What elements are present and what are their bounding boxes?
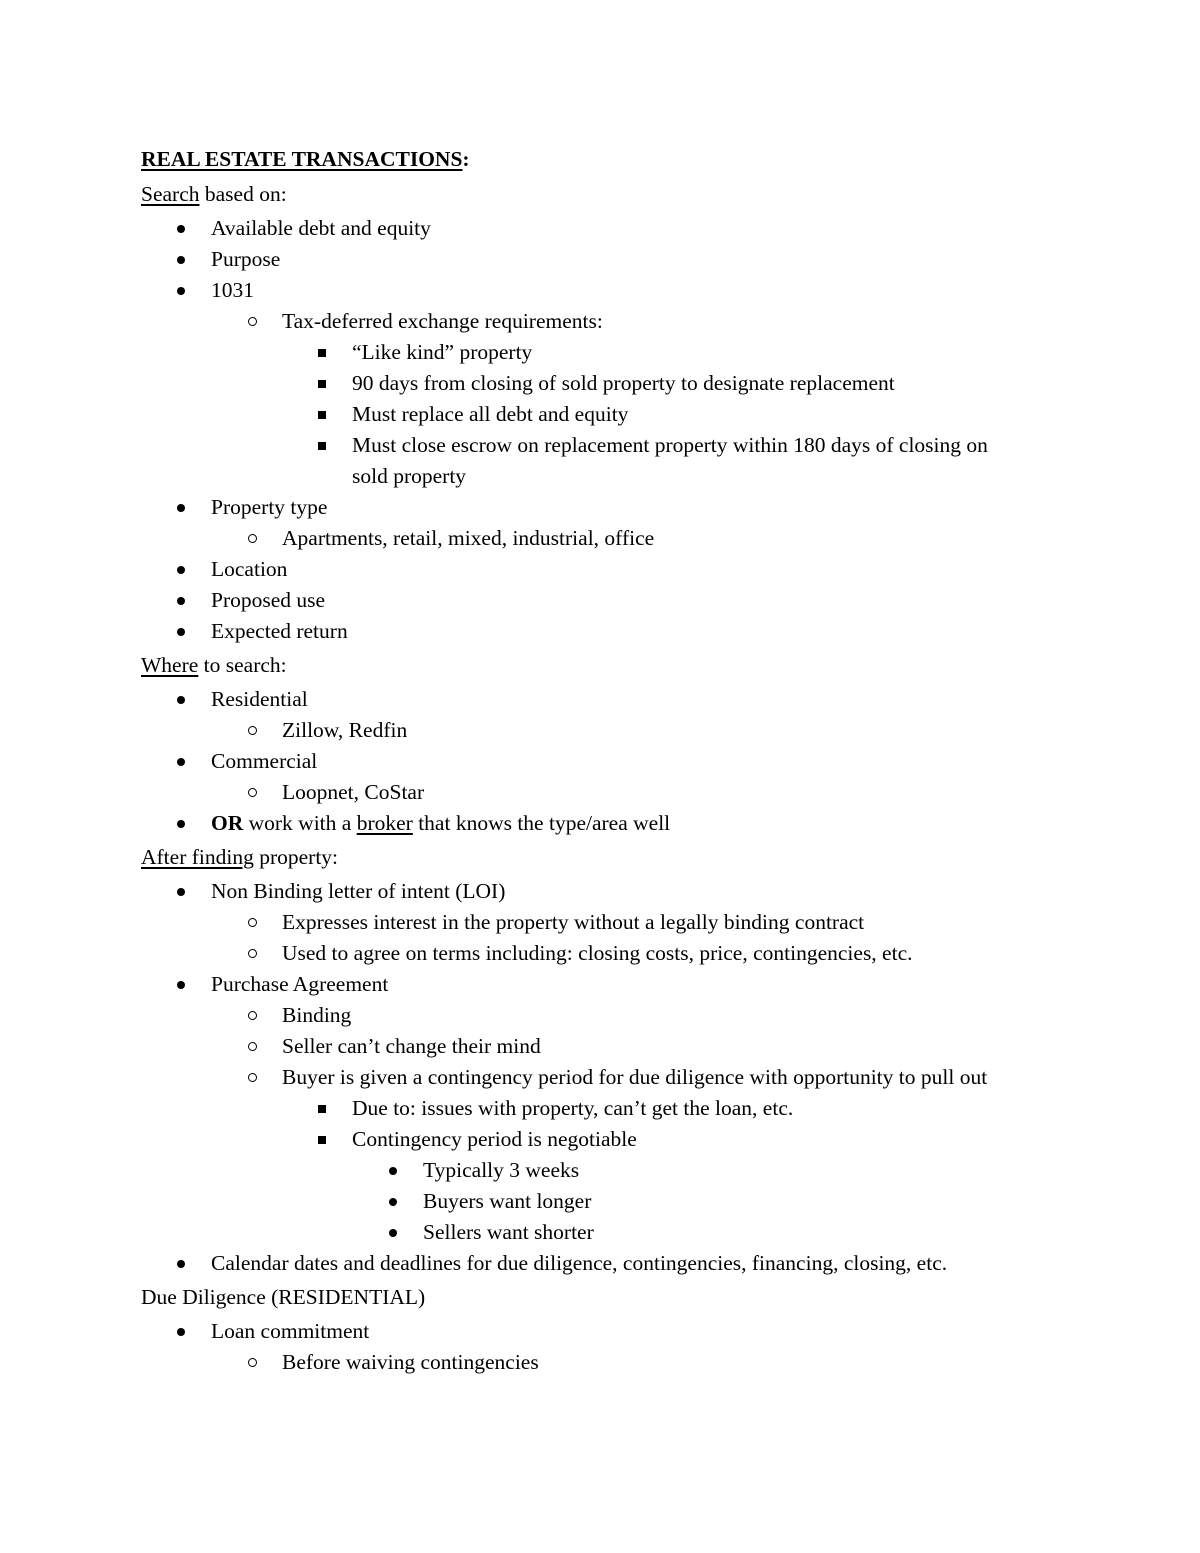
list-item: Location — [141, 554, 1071, 585]
list-item: Purchase Agreement — [141, 969, 1071, 1000]
section-heading-where: Where to search: — [141, 653, 287, 677]
bullet-disc-icon — [177, 287, 185, 295]
list-item: Zillow, Redfin — [141, 715, 1071, 746]
bullet-disc-icon — [177, 256, 185, 264]
list-item: Calendar dates and deadlines for due diligence, contingencies, financing, closing, etc. — [141, 1248, 1071, 1279]
list-item: Due to: issues with property, can’t get the loan, etc. — [141, 1093, 1071, 1124]
list-item: Sellers want shorter — [141, 1217, 1071, 1248]
list-item: Apartments, retail, mixed, industrial, office — [141, 523, 1071, 554]
list-item: Purpose — [141, 244, 1071, 275]
section-heading-due-diligence: Due Diligence (RESIDENTIAL) — [141, 1285, 426, 1309]
bullet-disc-icon — [177, 225, 185, 233]
list-item: Must close escrow on replacement property within 180 days of closing on — [141, 430, 1071, 461]
bullet-circle-icon — [248, 949, 257, 958]
list-item: Buyer is given a contingency period for due diligence with opportunity to pull out — [141, 1062, 1071, 1093]
list-item: Available debt and equity — [141, 213, 1071, 244]
bullet-circle-icon — [248, 918, 257, 927]
list-item: Loopnet, CoStar — [141, 777, 1071, 808]
bullet-disc-icon — [177, 696, 185, 704]
bullet-disc-icon — [177, 981, 185, 989]
bullet-disc-icon — [177, 597, 185, 605]
list-item: Non Binding letter of intent (LOI) — [141, 876, 1071, 907]
list-item: Commercial — [141, 746, 1071, 777]
bullet-disc-icon — [177, 820, 185, 828]
section-heading-search: Search based on: — [141, 182, 287, 206]
bullet-disc-icon — [389, 1229, 397, 1237]
bullet-disc-icon — [177, 628, 185, 636]
bullet-disc-icon — [177, 888, 185, 896]
bullet-disc-icon — [177, 1260, 185, 1268]
bullet-circle-icon — [248, 726, 257, 735]
bullet-square-icon — [318, 349, 326, 357]
list-item: Used to agree on terms including: closing costs, price, contingencies, etc. — [141, 938, 1071, 969]
list-item: Loan commitment — [141, 1316, 1071, 1347]
list-item: Before waiving contingencies — [141, 1347, 1071, 1378]
bullet-square-icon — [318, 1136, 326, 1144]
list-item: 90 days from closing of sold property to designate replacement — [141, 368, 1071, 399]
list-item: Seller can’t change their mind — [141, 1031, 1071, 1062]
bullet-circle-icon — [248, 1042, 257, 1051]
list-item: 1031 — [141, 275, 1071, 306]
list-item: Typically 3 weeks — [141, 1155, 1071, 1186]
list-item: Proposed use — [141, 585, 1071, 616]
bullet-circle-icon — [248, 317, 257, 326]
list-item-continuation: sold property — [352, 464, 467, 488]
list-item: Property type — [141, 492, 1071, 523]
bullet-circle-icon — [248, 788, 257, 797]
bullet-disc-icon — [389, 1167, 397, 1175]
list-item: Tax-deferred exchange requirements: — [141, 306, 1071, 337]
bullet-square-icon — [318, 380, 326, 388]
list-item: Buyers want longer — [141, 1186, 1071, 1217]
list-item: Must replace all debt and equity — [141, 399, 1071, 430]
list-item: Expresses interest in the property without a legally binding contract — [141, 907, 1071, 938]
document-page — [141, 142, 1071, 1378]
bullet-disc-icon — [177, 504, 185, 512]
section-heading-after-finding: After finding property: — [141, 845, 339, 869]
document-title: REAL ESTATE TRANSACTIONS: — [141, 147, 470, 171]
bullet-disc-icon — [177, 1328, 185, 1336]
bullet-circle-icon — [248, 1358, 257, 1367]
list-item: Expected return — [141, 616, 1071, 647]
bullet-circle-icon — [248, 1011, 257, 1020]
list-item: “Like kind” property — [141, 337, 1071, 368]
bullet-square-icon — [318, 1105, 326, 1113]
list-item: Residential — [141, 684, 1071, 715]
bullet-disc-icon — [389, 1198, 397, 1206]
list-item: Binding — [141, 1000, 1071, 1031]
list-item: OR work with a broker that knows the type/area well — [141, 808, 1071, 839]
bullet-disc-icon — [177, 566, 185, 574]
bullet-disc-icon — [177, 758, 185, 766]
bullet-circle-icon — [248, 1073, 257, 1082]
bullet-circle-icon — [248, 534, 257, 543]
list-item: Contingency period is negotiable — [141, 1124, 1071, 1155]
bullet-square-icon — [318, 411, 326, 419]
bullet-square-icon — [318, 442, 326, 450]
